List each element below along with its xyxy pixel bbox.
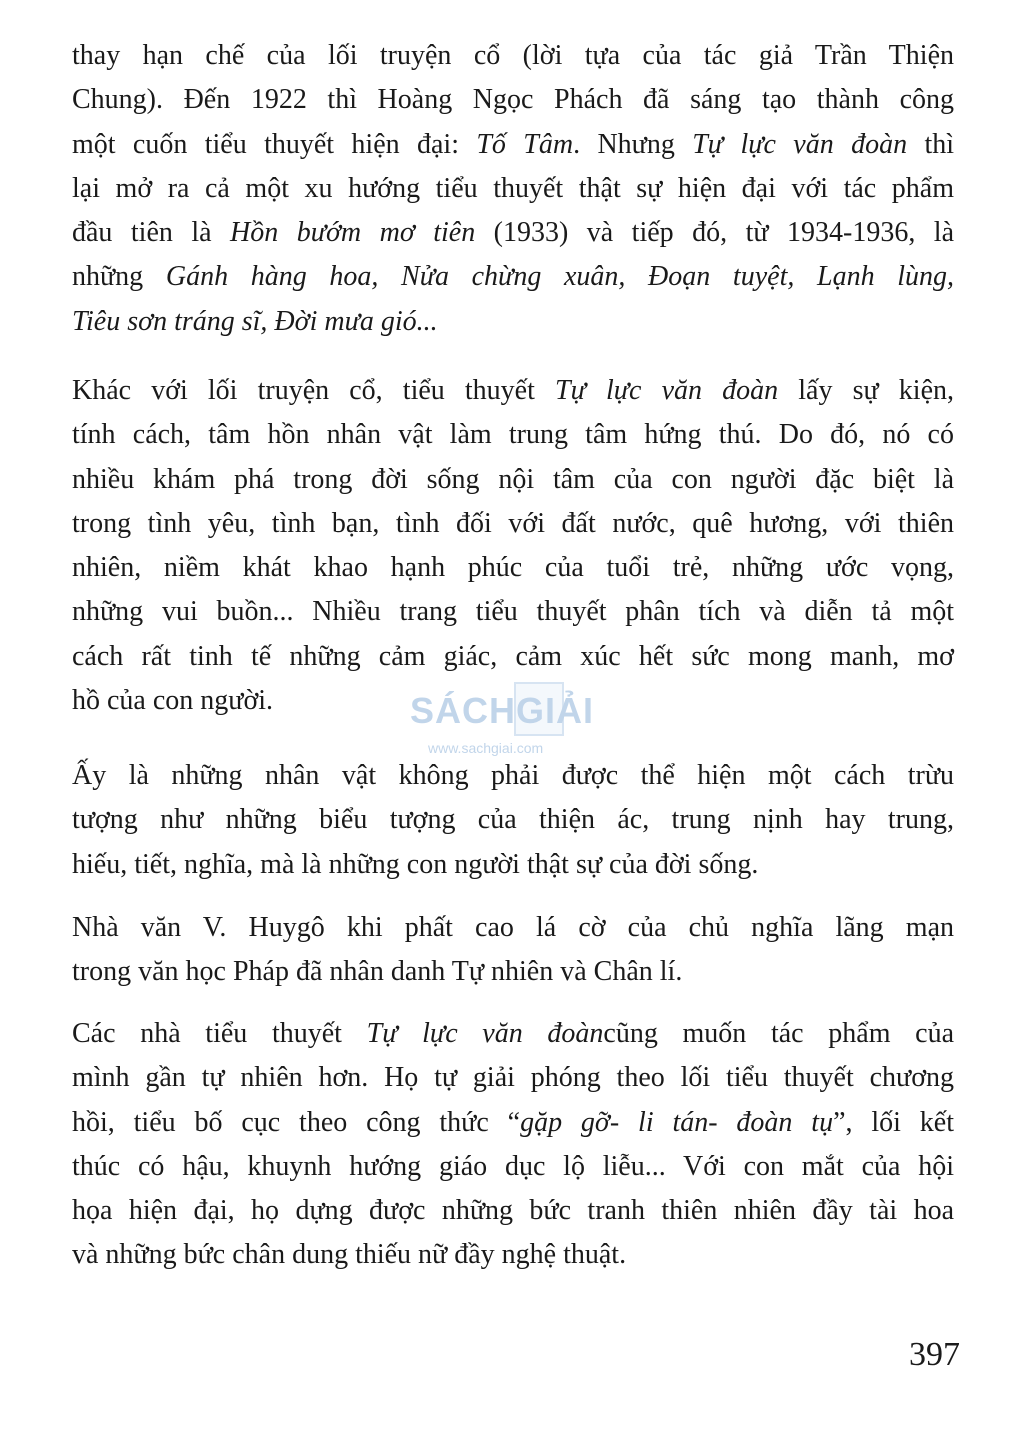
text-run: thúc có hậu, khuynh hướng giáo dục lộ liễu... Với con mắt của hội <box>72 1150 954 1182</box>
text-run: Khác với lối truyện cổ, tiểu thuyết <box>72 375 556 406</box>
text-line <box>72 413 954 457</box>
text-line <box>72 843 954 887</box>
text-run: Nhà văn V. Huygô khi phất cao lá cờ của chủ nghĩa lãng mạn <box>72 912 954 943</box>
text-run: cách rất tinh tế những cảm giác, cảm xúc hết sức mong manh, mơ <box>72 640 954 672</box>
text-run: và những bức chân dung thiếu nữ đầy nghệ thuật. <box>72 1239 627 1271</box>
text-line <box>72 369 954 413</box>
paragraph-3 <box>72 754 954 887</box>
text-run: Các nhà tiểu thuyết <box>72 1018 367 1049</box>
text-run: hiếu, tiết, nghĩa, mà là những con người thật sự của đời sống. <box>72 848 759 880</box>
italic-title: Hồn bướm mơ tiên <box>230 217 476 249</box>
text-run: trong văn học Pháp đã nhân danh Tự nhiên và Chân lí. <box>72 956 683 988</box>
text-run: lấy sự kiện, <box>778 375 954 406</box>
text-line <box>72 255 954 299</box>
text-line <box>72 950 954 994</box>
text-run: thay hạn chế của lối truyện cổ (lời tựa của tác giả Trần Thiện <box>72 40 954 71</box>
text-line <box>72 1012 954 1056</box>
text-line <box>72 167 954 211</box>
text-line <box>72 546 954 590</box>
text-line <box>72 1056 954 1100</box>
text-line <box>72 1145 954 1189</box>
text-run: ”, lối kết <box>833 1106 954 1138</box>
text-line <box>72 123 954 167</box>
text-run: Chung). Đến 1922 thì Hoàng Ngọc Phách đã sáng tạo thành công <box>72 84 954 116</box>
text-run: những <box>72 261 166 293</box>
text-line <box>72 78 954 122</box>
text-line <box>72 300 954 344</box>
paragraph-4 <box>72 906 954 995</box>
text-line <box>72 34 954 78</box>
text-run: đầu tiên là <box>72 217 231 249</box>
paragraph-5 <box>72 1012 954 1278</box>
italic-title: Tự lực văn đoàn <box>366 1018 604 1049</box>
text-run: lại mở ra cả một xu hướng tiểu thuyết thật sự hiện đại với tác phẩm <box>72 172 954 204</box>
text-run: . Nhưng <box>573 128 693 160</box>
text-line <box>72 906 954 950</box>
italic-title: Tự lực văn đoàn <box>555 375 779 406</box>
text-run: cũng muốn tác phẩm của <box>603 1018 955 1049</box>
text-run: (1933) và tiếp đó, từ 1934-1936, là <box>475 217 954 249</box>
text-line <box>72 458 954 502</box>
text-line <box>72 798 954 842</box>
paragraph-2 <box>72 369 954 723</box>
text-run: trong tình yêu, tình bạn, tình đối với đất nước, quê hương, với thiên <box>72 507 954 539</box>
text-run: hồ của con người. <box>72 685 274 717</box>
text-run: thì <box>907 128 955 160</box>
text-run: mình gần tự nhiên hơn. Họ tự giải phóng theo lối tiểu thuyết chương <box>72 1062 954 1094</box>
text-line <box>72 502 954 546</box>
italic-title: gặp gỡ- li tán- đoàn tụ <box>520 1106 834 1138</box>
watermark-brand: SÁCHGIẢI <box>410 690 595 731</box>
italic-title: Tố Tâm <box>476 128 574 160</box>
text-run: tượng như những biểu tượng của thiện ác, trung nịnh hay trung, <box>72 804 954 836</box>
text-run: hồi, tiểu bố cục theo công thức “ <box>72 1106 521 1138</box>
text-run: tính cách, tâm hồn nhân vật làm trung tâm hứng thú. Do đó, nó có <box>72 419 954 451</box>
text-run: nhiên, niềm khát khao hạnh phúc của tuổi trẻ, những ước vọng, <box>72 552 954 584</box>
text-run: một cuốn tiểu thuyết hiện đại: <box>72 128 477 160</box>
text-line <box>72 1101 954 1145</box>
text-line <box>72 590 954 634</box>
text-line <box>72 211 954 255</box>
text-run: nhiều khám phá trong đời sống nội tâm của con người đặc biệt là <box>72 463 954 495</box>
page-number: 397 <box>909 1336 960 1373</box>
watermark-url: www.sachgiai.com <box>428 740 544 756</box>
italic-title: Tự lực văn đoàn <box>692 128 908 160</box>
paragraph-1 <box>72 34 954 344</box>
text-run: những vui buồn... Nhiều trang tiểu thuyết phân tích và diễn tả một <box>72 596 954 628</box>
text-run: họa hiện đại, họ dựng được những bức tranh thiên nhiên đầy tài hoa <box>72 1195 954 1227</box>
text-line <box>72 1189 954 1233</box>
italic-title: Tiêu sơn tráng sĩ, Đời mưa gió... <box>72 305 438 337</box>
text-run: Ấy là những nhân vật không phải được thể hiện một cách trừu <box>72 760 954 791</box>
text-line <box>72 1233 954 1277</box>
watermark-logo <box>410 672 620 762</box>
italic-title: Gánh hàng hoa, Nửa chừng xuân, Đoạn tuyệt, Lạnh lùng, <box>165 261 955 293</box>
